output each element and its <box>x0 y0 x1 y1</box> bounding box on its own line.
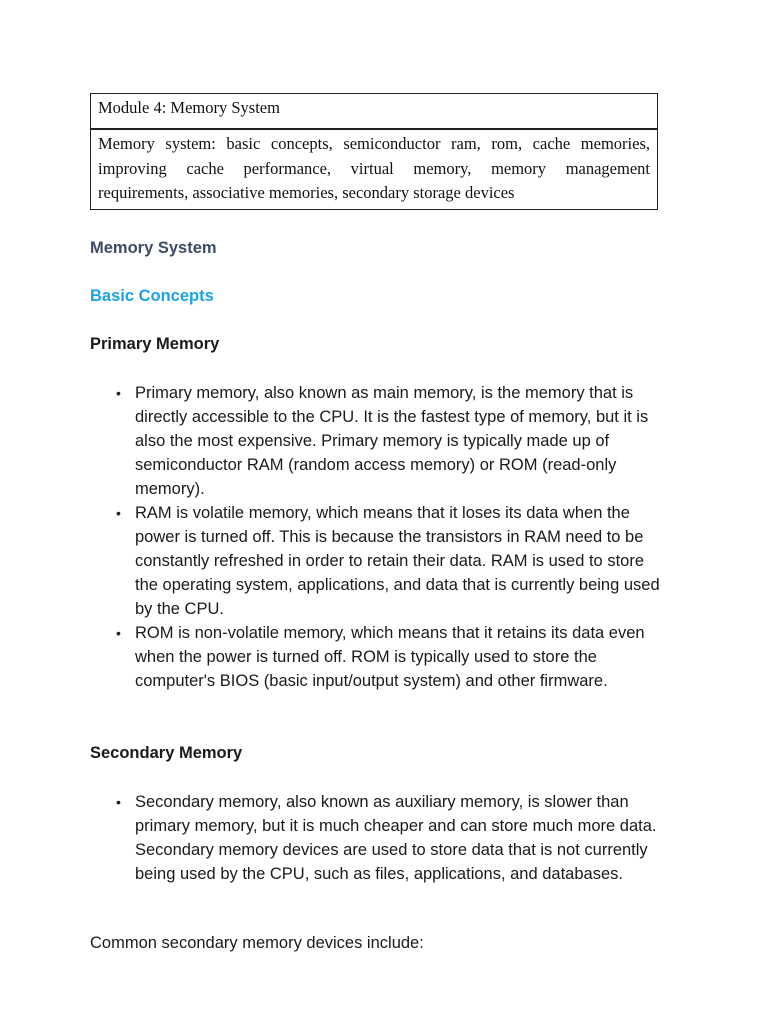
secondary-memory-list <box>90 790 670 886</box>
list-item <box>90 501 670 621</box>
list-item-text: ROM is non-volatile memory, which means that it retains its data even when the power is turned off. ROM is typically used to store the computer's BIOS (basic input/output system) and other firmware. <box>135 624 645 690</box>
primary-memory-list <box>90 381 670 693</box>
list-item <box>90 790 670 886</box>
list-item <box>90 621 670 693</box>
heading-memory-system: Memory System <box>90 239 217 257</box>
bullet-icon: • <box>116 385 121 401</box>
module-description: Memory system: basic concepts, semiconductor ram, rom, cache memories, improving cache performance, virtual memory, memory management requirements, associative memories, secondary storage devices <box>98 134 650 202</box>
heading-primary-memory: Primary Memory <box>90 335 220 353</box>
list-item-text: RAM is volatile memory, which means that it loses its data when the power is turned off. This is because the transistors in RAM need to be constantly refreshed in order to retain their data. RAM is used to store the operating system, applications, and data that is currently being used by the CPU. <box>135 504 660 618</box>
list-item <box>90 381 670 501</box>
list-item-text: Primary memory, also known as main memory, is the memory that is directly accessible to the CPU. It is the fastest type of memory, but it is also the most expensive. Primary memory is typically made up of semiconductor RAM (random access memory) or ROM (read-only memory). <box>135 384 649 498</box>
common-devices-intro: Common secondary memory devices include: <box>90 934 424 952</box>
list-item-text: Secondary memory, also known as auxiliary memory, is slower than primary memory, but it is much cheaper and can store much more data. Secondary memory devices are used to store data that is not currently being used by the CPU, such as files, applications, and databases. <box>135 793 657 883</box>
module-table <box>90 93 658 210</box>
bullet-icon: • <box>116 625 121 641</box>
bullet-icon: • <box>116 794 121 810</box>
module-title: Module 4: Memory System <box>91 94 657 130</box>
heading-basic-concepts: Basic Concepts <box>90 287 214 305</box>
heading-secondary-memory: Secondary Memory <box>90 744 243 762</box>
bullet-icon: • <box>116 505 121 521</box>
